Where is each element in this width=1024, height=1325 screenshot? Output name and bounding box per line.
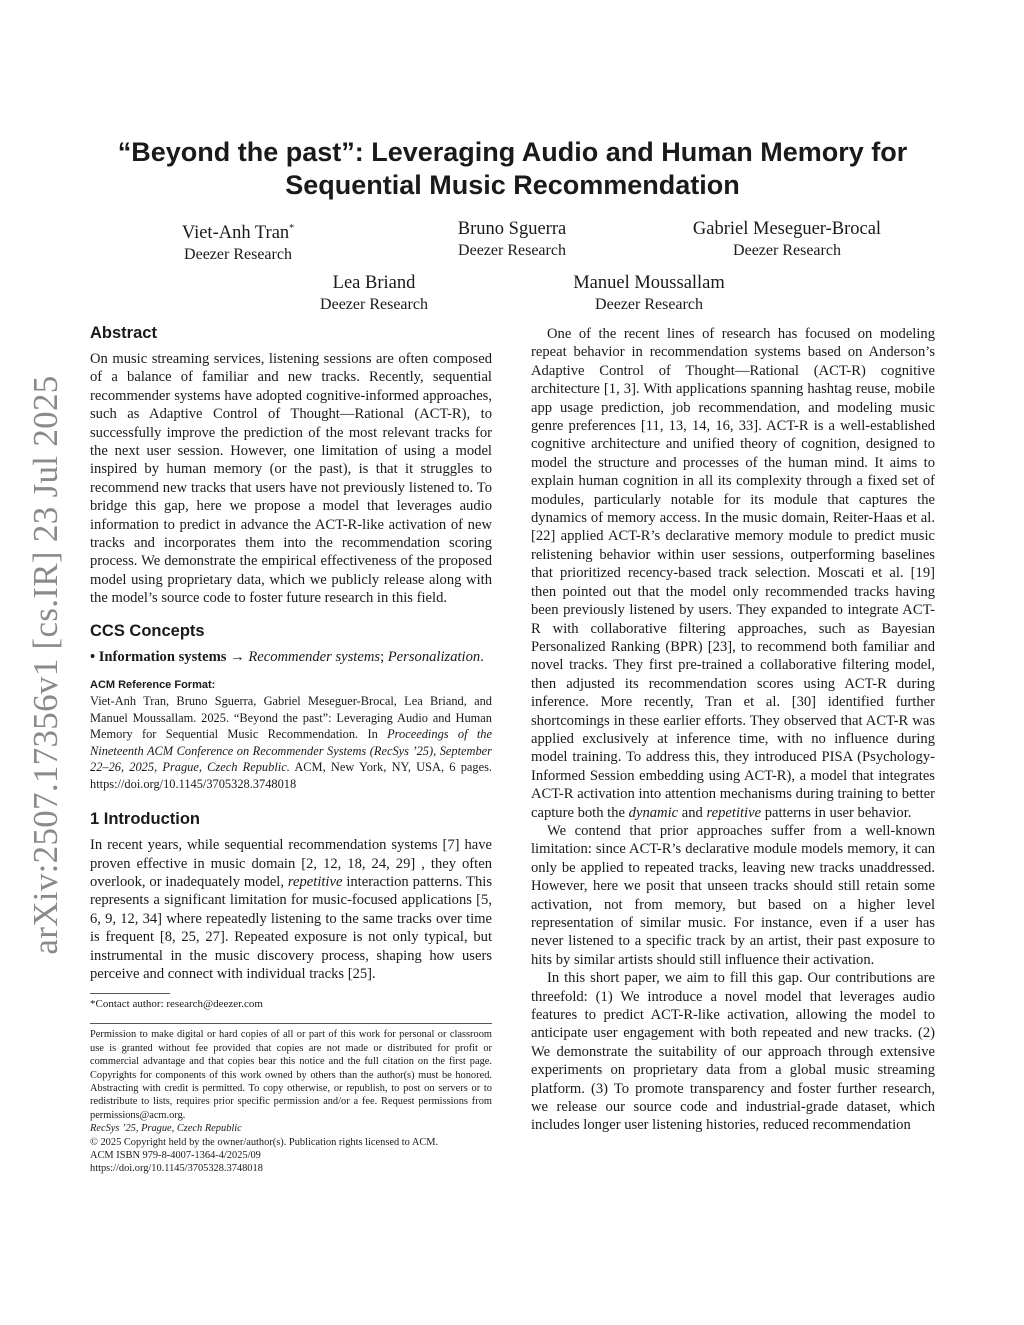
permission-notice: Permission to make digital or hard copies of all or part of this work for personal or classroom use is granted without fee provided that copies are not made or distributed for profit or commercial advantage and that copies bear this notice and the full citation on the first page. Copyrights for components of this work owned by others than the author(s) must be honored. Abstracting with credit is permitted. To copy otherwise, or republish, to post on servers or to redistribute to lists, requires prior specific permission and/or a fee. Request permissions from permissions@acm.org. — [90, 1029, 492, 1121]
ccs-sep: ; — [380, 648, 388, 665]
acm-reference-text — [90, 693, 492, 792]
author-affiliation: Deezer Research — [458, 242, 566, 259]
author-block-1 — [108, 218, 368, 266]
ccs-item-1: Recommender systems — [248, 648, 381, 665]
ccs-bullet: • Information systems — [90, 648, 227, 665]
author-affiliation: Deezer Research — [595, 296, 703, 313]
author-block-3 — [657, 218, 917, 262]
author-block-5 — [519, 272, 779, 316]
author-name: Viet-Anh Tran — [181, 223, 290, 244]
isbn-line: ACM ISBN 979-8-4007-1364-4/2025/09 — [90, 1150, 261, 1161]
author-block-2 — [382, 218, 642, 262]
paper-title — [90, 136, 935, 202]
venue-line — [90, 1122, 492, 1135]
venue-text: RecSys ’25, Prague, Czech Republic — [90, 1123, 242, 1135]
right-p1-text-a: One of the recent lines of research has focused on modeling repeat behavior in recommendation systems based on Anderson’s Adaptive Control of Thought—Rational (ACT-R) cognitive architecture [1, 3]. With applications spanning hashtag reuse, mobile app usage prediction, job recommendation, and modeling music genre preferences [11, 13, 14, 16, 33]. ACT-R is a well-established cognitive architecture and unified theory of cognition, designed to model the structure and processes of the human mind. It aims to explain human cognition in all its complexity through a fixed set of modules, particularly notable for its module that captures the dynamics of memory access. In the music domain, Reiter-Haas et al. [22] applied ACT-R’s declarative memory module to predict music relistening behavior within user sessions, outperforming baselines that prioritized recency-based track selection. Moscati et al. [19] then pointed out that the model only recommended tracks having been previously listened by users. They expanded to integrate ACT-R with collaborative filtering approaches, such as Bayesian Personalized Ranking (BPR) [23], to recommend both familiar and novel tracks. They first pre-trained a collaborative filtering model, then adjusted its recommendation scores using ACT-R during inference. More recently, Tran et al. [30] identified further shortcomings in these earlier efforts. They observed that ACT-R was applied exclusively at inference time, with no influence during model training. To address this, they introduced PISA (Psychology-Informed Session embedding using ACT-R), a model that integrates ACT-R activation into attention mechanisms during training to better capture both the — [531, 326, 935, 821]
right-p1-emphasis-1: dynamic — [628, 804, 679, 821]
arxiv-identifier-text: arXiv:2507.17356v1 [cs.IR] 23 Jul 2025 — [26, 375, 65, 955]
ccs-item-2: Personalization — [387, 648, 481, 665]
right-paragraph-2: We contend that prior approaches suffer from a well-known limitation: since ACT-R’s declarative module models memory, it can only be applied to repeated tracks, leaving new tracks unaddressed. However, here we posit that unseen tracks should still retain some activation, not from memory, but based on a higher level representation of similar music. For instance, even if a user has never listened to a specific track by an artist, their past exposure to hits by similar artists should still influence their activation. — [531, 822, 935, 968]
right-p1-text-b: patterns in user behavior. — [761, 804, 912, 821]
author-name: Gabriel Meseguer-Brocal — [692, 219, 882, 239]
permission-rule — [90, 1023, 492, 1024]
author-affiliation: Deezer Research — [320, 296, 428, 313]
ccs-end: . — [480, 648, 484, 665]
right-paragraph-3: In this short paper, we aim to fill this gap. Our contributions are threefold: (1) We introduce a novel model that leverages audio features to predict ACT-R-like activation, allowing the model to anticipate user engagement with both repeated and new tracks. (2) We demonstrate the suitability of our approach through extensive experiments on proprietary data from a global music streaming platform. (3) To promote transparency and foster further research, we release our source code and industrial-grade dataset, which includes longer user listening histories, reduced recommendation — [531, 970, 935, 1134]
right-paragraph-1 — [531, 325, 935, 822]
ccs-heading: CCS Concepts — [90, 621, 205, 640]
title-line-2: Sequential Music Recommendation — [285, 170, 740, 200]
ccs-arrow: → — [226, 648, 249, 665]
acm-ref-end: ACM, New York, NY, USA, 6 pages. https://doi.org/10.1145/3705328.3748018 — [90, 760, 492, 791]
intro-text-b: interaction patterns. This represents a significant limitation for music-focused applications [5, 6, 9, 12, 34] where repeatedly listening to the same tracks over time is frequent [8, 25, 27]. Repeated exposure is not only typical, but instrumental in the music discovery process, shaping how users perceive and connect with individual tracks [25]. — [90, 873, 492, 982]
author-name: Manuel Moussallam — [573, 273, 725, 293]
author-mark: * — [289, 223, 295, 234]
abstract-text: On music streaming services, listening sessions are often composed of a balance of familiar and new tracks. Recently, sequential recommender systems have adopted cognitive-informed approaches, such as Adaptive Control of Thought—Rational (ACT-R), to successfully improve the prediction of the most relevant tracks for the next user session. However, one limitation of using a model inspired by human memory (or the past), is that it struggles to recommend new tracks that users have not previously listened to. To bridge this gap, here we propose a model that leverages audio information to predict in advance the ACT-R-like activation of new tracks and incorporates them into the recommendation scoring process. We demonstrate the empirical effectiveness of the proposed model using proprietary data, which we publicly release along with the model’s source code to foster future research in this field. — [90, 351, 492, 607]
author-name: Bruno Sguerra — [457, 219, 567, 239]
introduction-paragraph — [90, 836, 492, 983]
intro-text-a: In recent years, while sequential recommendation systems [7] have proven effective in music domain [2, 12, 18, 24, 29] , they often overlook, or inadequately model, — [90, 837, 492, 890]
abstract-heading: Abstract — [90, 324, 157, 342]
footnote-rule — [90, 993, 170, 994]
intro-emphasis: repetitive — [287, 873, 343, 890]
doi-link[interactable]: https://doi.org/10.1145/3705328.3748018 — [90, 1163, 263, 1175]
author-affiliation: Deezer Research — [184, 246, 292, 264]
ccs-concepts — [90, 648, 492, 666]
acm-ref-plain: Viet-Anh Tran, Bruno Sguerra, Gabriel Meseguer-Brocal, Lea Briand, and Manuel Moussallam. 2025. “Beyond the past”: Leveraging Audio and Human Memory for Sequential Music Recommendation. In — [90, 694, 492, 742]
left-column — [90, 322, 492, 1176]
arxiv-identifier — [26, 375, 66, 955]
acm-reference-heading: ACM Reference Format: — [90, 679, 216, 692]
acm-ref-italic: Proceedings of the Nineteenth ACM Conference on Recommender Systems (RecSys ’25), September 22–26, 2025, Prague, Czech Republic. — [90, 727, 492, 775]
right-p1-emphasis-2: repetitive — [706, 804, 762, 821]
right-p1-and: and — [678, 804, 707, 821]
author-name: Lea Briand — [332, 273, 416, 293]
author-block-4 — [244, 272, 504, 316]
contact-footnote: *Contact author: research@deezer.com — [90, 998, 263, 1011]
introduction-heading: 1 Introduction — [90, 810, 200, 829]
copyright-line: © 2025 Copyright held by the owner/author(s). Publication rights licensed to ACM. — [90, 1136, 439, 1148]
title-line-1: “Beyond the past”: Leveraging Audio and Human Memory for — [117, 137, 908, 167]
author-affiliation: Deezer Research — [733, 242, 841, 259]
right-column — [531, 325, 935, 1135]
